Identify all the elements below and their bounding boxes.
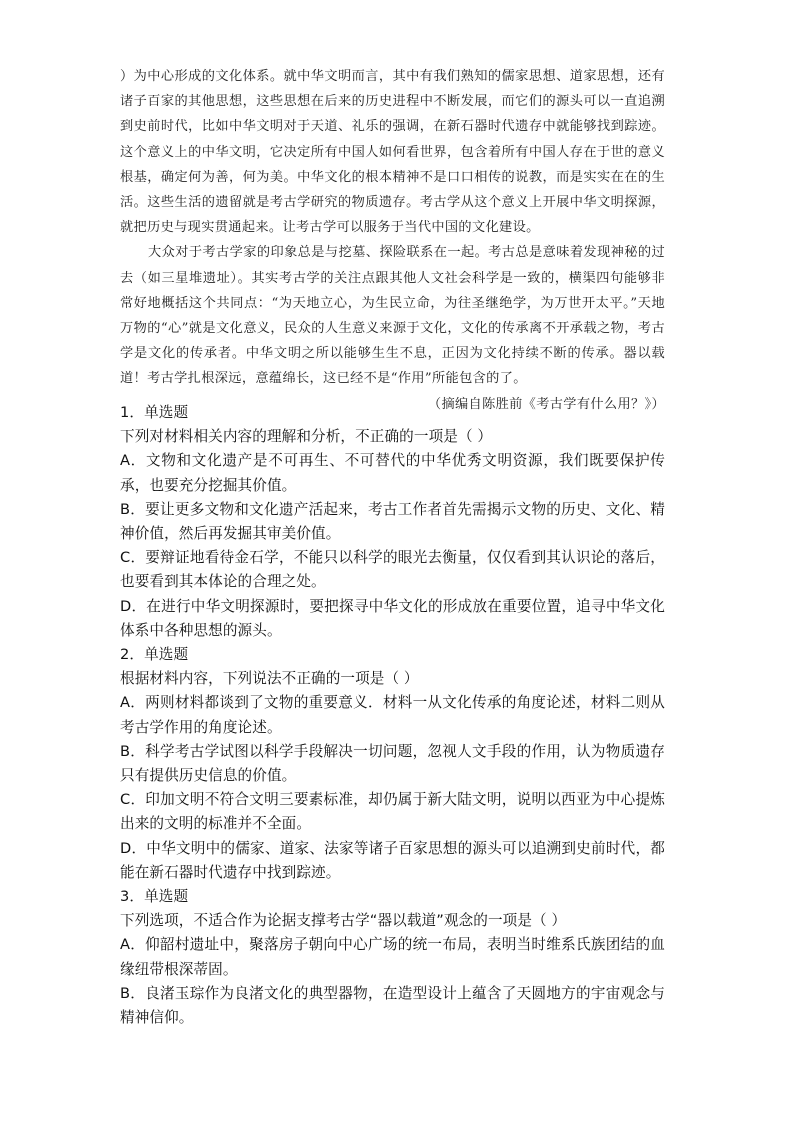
option-a[interactable]: A．两则材料都谈到了文物的重要意义．材料一从文化传承的角度论述，材料二则从考古学作用的角度论述。	[120, 694, 665, 736]
option-b[interactable]: B．要让更多文物和文化遗产活起来，考古工作者首先需揭示文物的历史、文化、精神价值，然后再发掘其审美价值。	[120, 500, 665, 543]
option-a[interactable]: A．仰韶村遗址中，聚落房子朝向中心广场的统一布局，表明当时维系氏族团结的血缘纽带根深蒂固。	[120, 936, 665, 978]
option-d[interactable]: D．中华文明中的儒家、道家、法家等诸子百家思想的源头可以追溯到史前时代，都能在新石器时代遗存中找到踪迹。	[120, 839, 665, 881]
question-2	[120, 643, 665, 885]
option-a[interactable]: A．文物和文化遗产是不可再生、不可替代的中华优秀文明资源，我们既要保护传承，也要充分挖掘其价值。	[120, 452, 665, 494]
passage-source: （摘编自陈胜前《考古学有什么用？》）	[427, 396, 665, 412]
question-stem: 根据材料内容，下列说法不正确的一项是（ ）	[120, 670, 419, 688]
question-list	[120, 401, 665, 1030]
option-b[interactable]: B．科学考古学试图以科学手段解决一切问题，忽视人文手段的作用，认为物质遗存只有提供历史信息的价值。	[120, 742, 665, 785]
passage-paragraph-1: ）为中心形成的文化体系。就中华文明而言，其中有我们熟知的儒家思想、道家思想，还有诸子百家的其他思想，这些思想在后来的历史进程中不断发展，而它们的源头可以一直追溯到史前时代，比如中华文明对于天道、礼乐的强调，在新石器时代遗存中就能够找到踪迹。这个意义上的中华文明，它决定所有中国人如何看世界，包含着所有中国人存在于世的意义根基，确定何为善，何为美。中华文化的根本精神不是口口相传的说教，而是实实在在的生活。这些生活的遗留就是考古学研究的物质遗存。考古学从这个意义上开展中华文明探源，就把历史与现实贯通起来。让考古学可以服务于当代中国的文化建设。	[120, 69, 665, 236]
option-c[interactable]: C．要辩证地看待金石学，不能只以科学的眼光去衡量，仅仅看到其认识论的落后，也要看到其本体论的合理之处。	[120, 549, 665, 591]
option-d[interactable]: D．在进行中华文明探源时，要把探寻中华文化的形成放在重要位置，追寻中华文化体系中各种思想的源头。	[120, 597, 665, 639]
reading-passage	[120, 64, 665, 417]
option-b[interactable]: B．良渚玉琮作为良渚文化的典型器物，在造型设计上蕴含了天圆地方的宇宙观念与精神信仰。	[120, 984, 665, 1027]
question-3	[120, 885, 665, 1030]
question-1	[120, 401, 665, 643]
question-stem: 下列对材料相关内容的理解和分析，不正确的一项是（ ）	[120, 428, 493, 446]
passage-paragraph-2: 大众对于考古学家的印象总是与挖墓、探险联系在一起。考古总是意味着发现神秘的过去（如三星堆遗址）。其实考古学的关注点跟其他人文社会科学是一致的，横渠四句能够非常好地概括这个共同点：“为天地立心，为生民立命，为往圣继绝学，为万世开太平。”天地万物的“心”就是文化意义，民众的人生意义来源于文化，文化的传承离不开承载之物，考古学是文化的传承者。中华文明之所以能够生生不息，正因为文化持续不断的传承。器以载道！考古学扎根深远，意蕴绵长，这已经不是“作用”所能包含的了。	[120, 245, 665, 387]
question-stem: 下列选项，不适合作为论据支撑考古学“器以载道”观念的一项是（ ）	[120, 912, 567, 930]
option-c[interactable]: C．印加文明不符合文明三要素标准，却仍属于新大陆文明，说明以西亚为中心提炼出来的文明的标准并不全面。	[120, 791, 665, 833]
question-type: 2．单选题	[120, 646, 189, 664]
question-type: 3．单选题	[120, 888, 189, 906]
question-type: 1．单选题	[120, 404, 189, 421]
